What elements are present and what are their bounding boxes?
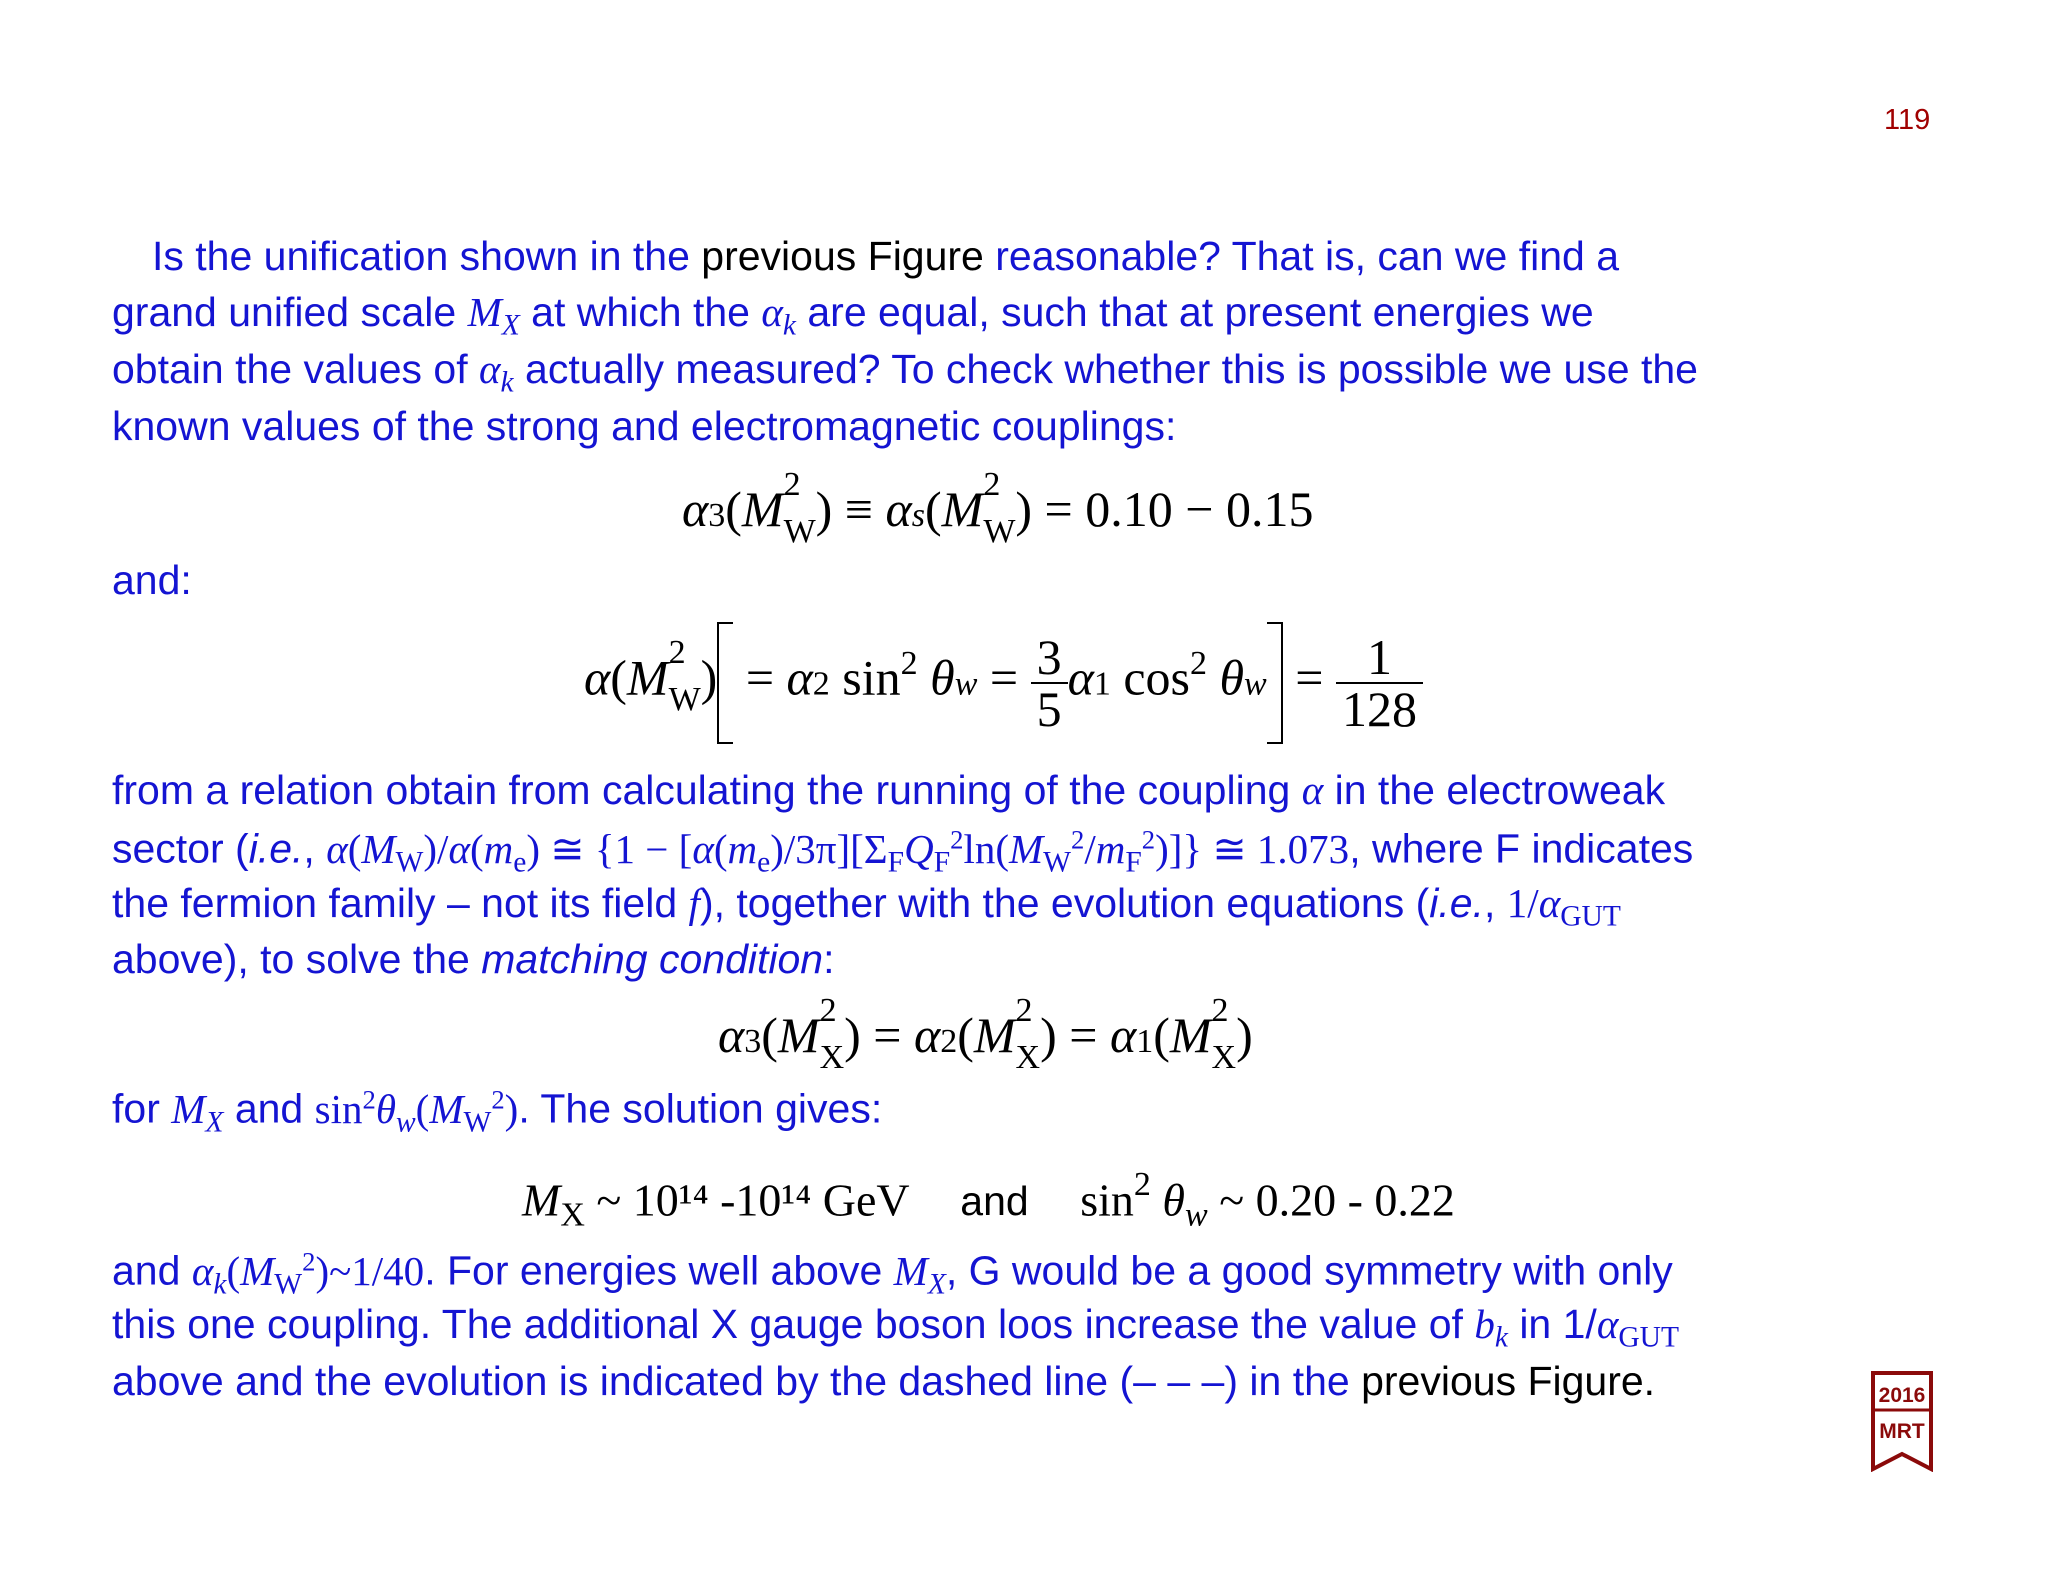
- para1-text: grand unified scale: [112, 289, 468, 335]
- page-number: 119: [1884, 104, 1931, 136]
- symbol-mx: $M_X$: [171, 1085, 224, 1138]
- equation-result: $M_X$ ~ 10¹⁴ -10¹⁴ GeV and $\sin^2 \theta_w$ ~ 0.20 - 0.22: [522, 1166, 1455, 1234]
- eq1-value: ) = 0.10 − 0.15: [1015, 481, 1314, 537]
- sin2-value: ~ 0.20 - 0.22: [1207, 1174, 1455, 1226]
- para2-line3: the fermion family – not its field f), together with the evolution equations (i.e., $1/\alpha_{GUT}$: [112, 880, 1621, 933]
- para1-text: Is the unification shown in the: [152, 233, 702, 279]
- running-relation-formula: $\alpha(M_W)/\alpha(m_e)$ ≅ $\{1 - [\alpha(m_e)/3\pi][\Sigma_FQ_F^2\ln(M_W^2/m_F^2)]\}$ ≅ 1.073: [326, 824, 1350, 878]
- para1-line1: [152, 233, 1619, 279]
- matching-condition-term: matching condition: [481, 936, 824, 982]
- mx-value: ~ 10¹⁴ -10¹⁴ GeV: [584, 1174, 909, 1226]
- equation-alpha-em: α(M 2 $_W$) = α2 $\sin^2 \theta w$ = $\frac{3}{5}$ α1 $\cos^2 \theta w$ = $\frac{1}{128}$: [584, 622, 1423, 744]
- symbol-inverse-alpha-gut: $1/\alpha_{GUT}$: [1506, 880, 1621, 933]
- para1-text: actually measured? To check whether this is possible we use the: [513, 346, 1698, 392]
- para4-line1: and $\alpha_k(M_W^2)\sim 1/40$. For energies well above $M_X$, G would be a good symmetry with only: [112, 1246, 1673, 1300]
- symbol-mx: $M_X$: [893, 1247, 946, 1300]
- equation-alpha3-strong: α3(M 2 $_W$) ≡ αs(M 2 $_W$) = 0.10 − 0.15: [682, 465, 1314, 550]
- right-bracket: [1267, 622, 1283, 744]
- para1-line4: known values of the strong and electromagnetic couplings:: [112, 403, 1177, 449]
- symbol-alpha-k: $\alpha_k$: [478, 346, 514, 399]
- para2-text: in the electroweak: [1323, 767, 1666, 813]
- mrt-2016-bookmark-badge: [1870, 1370, 1934, 1472]
- fraction-3-5: $\frac{3}{5}$: [1031, 632, 1068, 734]
- and-label: and:: [112, 557, 192, 603]
- para4-line2: this one coupling. The additional X gauge boson loos increase the value of $b_k$ in $1/\alpha_{GUT}$: [112, 1301, 1680, 1354]
- para2-line2: sector (i.e., $\alpha(M_W)/\alpha(m_e)$ ≅ $\{1 - [\alpha(m_e)/3\pi][\Sigma_FQ_F^2\ln(M_W^2/m_F^2)]\}$ ≅ 1.073, where F indicates: [112, 824, 1694, 878]
- symbol-alpha-k: $\alpha_k$: [761, 289, 796, 342]
- badge-initials: MRT: [1879, 1420, 1925, 1443]
- previous-figure-ref: previous Figure.: [1361, 1358, 1656, 1404]
- para1-text: are equal, such that at present energies we: [795, 289, 1594, 335]
- para2-line4: above), to solve the matching condition:: [112, 936, 835, 982]
- para1-text: obtain the values of: [112, 346, 479, 392]
- symbol-alpha-gut: $\alpha_{GUT}$: [1596, 1301, 1680, 1354]
- symbol-sin2-theta: $\sin^2\theta_w(M_W^2)$: [314, 1084, 519, 1138]
- para3-line: for $M_X$ and $\sin^2\theta_w(M_W^2)$. The solution gives:: [112, 1084, 883, 1138]
- symbol-mx: $M_X$: [467, 289, 520, 342]
- para2-text: from a relation obtain from calculating the running of the coupling: [112, 767, 1302, 813]
- fraction-1-128: $\frac{1}{128}$: [1336, 632, 1423, 734]
- badge-year: 2016: [1878, 1384, 1926, 1407]
- symbol-f: f: [688, 880, 700, 926]
- left-bracket: [717, 622, 733, 744]
- alpha-k-mw2: $\alpha_k(M_W^2)\sim 1/40$: [191, 1246, 425, 1300]
- para1-line2: [112, 289, 1594, 342]
- para1-text: reasonable? That is, can we find a: [983, 233, 1619, 279]
- symbol-alpha: α: [1301, 767, 1324, 813]
- symbol-bk: $b_k$: [1474, 1301, 1508, 1354]
- para1-text: at which the: [519, 289, 762, 335]
- para1-line3: [112, 346, 1698, 399]
- equation-matching-condition: α3(M 2 $_X$) = α2(M 2 $_X$) = α1(M 2 $_X$): [718, 991, 1253, 1076]
- previous-figure-ref: previous Figure: [701, 233, 984, 279]
- para4-line3: above and the evolution is indicated by the dashed line (– – –) in the previous Figure.: [112, 1358, 1656, 1404]
- result-and: and: [960, 1178, 1029, 1225]
- para2-line1: [112, 767, 1666, 813]
